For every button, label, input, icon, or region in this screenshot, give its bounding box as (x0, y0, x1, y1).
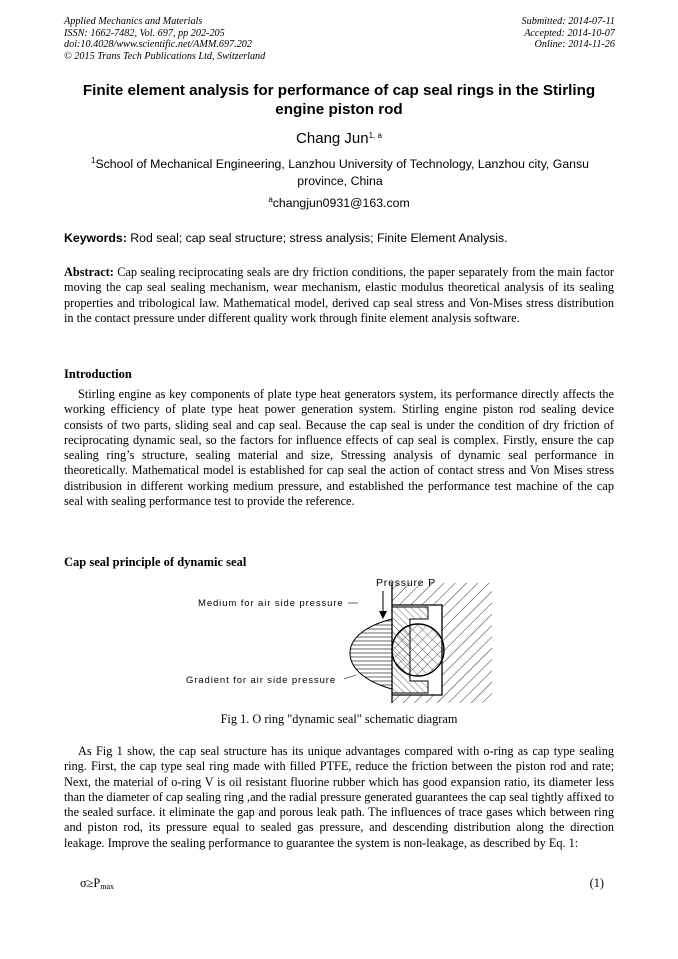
keywords (64, 231, 616, 245)
doi: doi:10.4028/www.scientific.net/AMM.697.202 (64, 39, 252, 51)
cap-seal-paragraph (64, 744, 614, 851)
figure-caption: Fig 1. O ring "dynamic seal" schematic diagram (220, 712, 458, 726)
email-sup: a (268, 195, 273, 204)
abstract-label: Abstract: (64, 265, 114, 279)
equation-lhs: σ≥P (80, 876, 101, 890)
affiliation-sup: 1 (91, 156, 96, 165)
gradient-leader (344, 675, 356, 679)
equation-1 (80, 876, 604, 891)
label-gradient: Gradient for air side pressure (186, 675, 337, 686)
keywords-text: Rod seal; cap seal structure; stress analysis; Finite Element Analysis. (126, 231, 508, 245)
keywords-label: Keywords: (64, 231, 127, 245)
author-sup: 1, a (368, 131, 382, 140)
figure-1 (180, 575, 500, 703)
o-ring-diagram (180, 575, 500, 703)
introduction-text: Stirling engine as key components of plate type heat generators system, its performance directly affects the working efficiency of plate type heat power generation system. Stirling engine piston rod sealing device consists of two parts, sliding seal and cap seal. Because the cap seal is under the condition of dry friction of reciprocating dynamic seal, so the factors for influence effects of cap seal is complex. Firstly, ensure the cap sealing ring’s structure, sealing material and size, Stressing analysis of dynamic seal performance in theoretically. Mathematical model is established for cap seal the action of contact stress and Von Mises stress distribusion in different working medium pressure, and established the performance test machine of the cap seal with sealing performance test to provide the reference. (64, 387, 614, 509)
email-address[interactable]: changjun0931@163.com (272, 196, 410, 210)
online-date: Online: 2014-11-26 (534, 39, 615, 51)
author (62, 130, 616, 147)
dates-header (522, 16, 615, 51)
pressure-arrowhead (379, 611, 387, 619)
paper-title: Finite element analysis for performance of cap seal rings in the Stirling engine piston rod (82, 82, 596, 118)
cap-seal-heading: Cap seal principle of dynamic seal (64, 555, 247, 569)
abstract (64, 265, 614, 326)
abstract-text: Cap sealing reciprocating seals are dry friction conditions, the paper separately from the main factor moving the cap seal sealing mechanism, wear mechanism, elastic modulus theoretical analysis of its sealing properties and tribological law. Mathematical model, derived cap seal stress and Von-Mises stress distribution in the contact pressure under different quality work through finite element analysis software. (64, 265, 614, 325)
journal-name: Applied Mechanics and Materials (64, 16, 203, 27)
affiliation (70, 156, 610, 189)
accepted-date: Accepted: 2014-10-07 (524, 27, 615, 39)
equation-sub: max (100, 882, 114, 891)
equation-number: (1) (589, 876, 604, 890)
author-name: Chang Jun (296, 130, 369, 147)
affiliation-text: School of Mechanical Engineering, Lanzhou University of Technology, Lanzhou city, Gansu province, China (95, 157, 589, 188)
issn: ISSN: 1662-7482, Vol. 697, pp 202-205 (64, 27, 225, 39)
pressure-gradient (350, 619, 392, 689)
label-pressure: Pressure P (376, 577, 436, 589)
introduction-heading: Introduction (64, 367, 132, 381)
introduction-paragraph (64, 387, 614, 509)
journal-header (64, 16, 265, 62)
submitted-date: Submitted: 2014-07-11 (521, 16, 615, 27)
email (62, 196, 616, 210)
copyright: © 2015 Trans Tech Publications Ltd, Switzerland (64, 50, 266, 62)
label-medium: Medium for air side pressure (198, 598, 344, 609)
cap-seal-text: As Fig 1 show, the cap seal structure has its unique advantages compared with o-ring as cap type sealing ring. First, the cap type seal ring made with filled PTFE, reduce the friction between the piston rod and rate; Next, the material of o-ring V is oil resistant fluorine rubber which has good expansion ratio, its diameter less than the diameter of cap sealing ring ,and the radial pressure generated guarantees the cap seal tightly affixed to the sealed surface. it eliminate the gap and porous leak path. The influences of trace gases which between ring and piston rod, its pressure equal to sealed gas pressure, and descending distribution along the direction leakage. Improve the sealing performance to guarantee the system is non-leakage, as described by Eq. 1: (64, 744, 614, 850)
o-ring (392, 624, 444, 676)
